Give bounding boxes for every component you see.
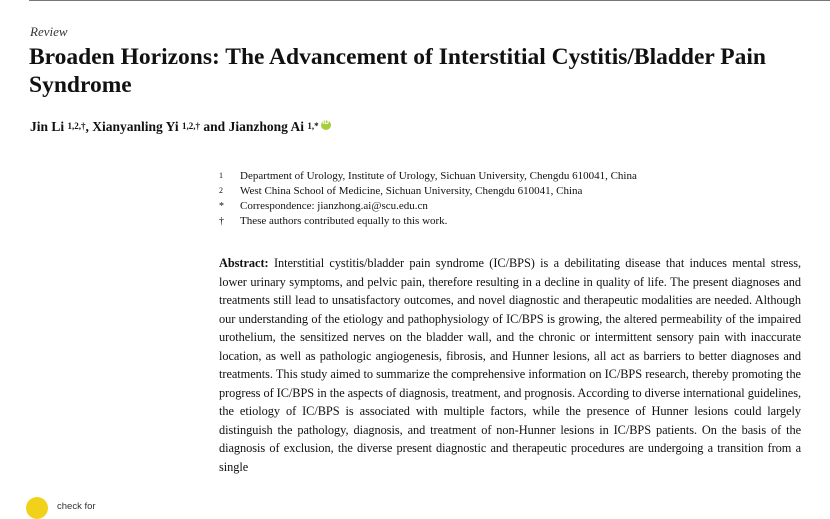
author-affiliation-marks: 1,*	[307, 121, 319, 131]
correspondence-text[interactable]: Correspondence: jianzhong.ai@scu.edu.cn	[240, 200, 428, 212]
equal-contribution-note	[219, 214, 637, 229]
author-separator: and	[200, 119, 229, 134]
check-for-updates-label[interactable]: check for	[57, 501, 96, 512]
article-title: Broaden Horizons: The Advancement of Interstitial Cystitis/Bladder Pain Syndrome	[29, 44, 767, 98]
affiliation-mark: 2	[219, 186, 223, 195]
author-list	[30, 119, 331, 135]
correspondence-item	[219, 199, 637, 214]
orcid-icon[interactable]: iD	[321, 120, 331, 130]
affiliation-text: West China School of Medicine, Sichuan University, Chengdu 610041, China	[240, 185, 583, 197]
affiliation-mark: 1	[219, 171, 223, 180]
author-name[interactable]: Jin Li	[30, 119, 65, 134]
correspondence-mark: *	[219, 201, 224, 212]
affiliation-item	[219, 184, 637, 199]
author-name[interactable]: Jianzhong Ai	[228, 119, 304, 134]
affiliation-text: Department of Urology, Institute of Urology, Sichuan University, Chengdu 610041, China	[240, 170, 637, 182]
abstract-text: Interstitial cystitis/bladder pain syndrome (IC/BPS) is a debilitating disease that induces mental stress, lower urinary symptoms, and pelvic pain, therefore resulting in a decline in quality of life. The present diagnoses and treatments still lead to unsatisfactory outcomes, and novel diagnostic and therapeutic modalities are needed. Although our understanding of the etiology and pathophysiology of IC/BPS is growing, the altered permeability of the impaired urothelium, the sensitized nerves on the bladder wall, and the chronic or intermittent sensory pain with inaccurate location, as well as pathologic angiogenesis, fibrosis, and Hunner lesions, all act as barriers to better diagnoses and treatments. This study aimed to summarize the comprehensive information on IC/BPS research, thereby promoting the progress of IC/BPS in the aspects of diagnosis, treatment, and prognosis. According to diverse international guidelines, the etiology of IC/BPS is associated with multiple factors, while the presence of Hunner lesions could largely distinguish the pathology, diagnosis, and treatment of non-Hunner lesions in IC/BPS patients. On the basis of the diagnosis of exclusion, the diverse present diagnostic and therapeutic procedures are undergoing a transition from a single	[219, 256, 801, 474]
equal-contribution-text: These authors contributed equally to this work.	[240, 215, 448, 227]
author-affiliation-marks: 1,2,†	[182, 121, 201, 131]
header-rule	[29, 0, 830, 1]
author-affiliation-marks: 1,2,†	[67, 121, 86, 131]
abstract	[219, 254, 801, 476]
article-type: Review	[30, 24, 68, 39]
author-name[interactable]: Xianyanling Yi	[92, 119, 179, 134]
affiliation-item	[219, 169, 637, 184]
author-separator: ,	[85, 119, 93, 134]
abstract-label: Abstract:	[219, 256, 269, 270]
equal-contribution-mark: †	[219, 216, 224, 227]
check-for-updates-icon[interactable]	[26, 497, 48, 519]
affiliations	[219, 169, 637, 229]
